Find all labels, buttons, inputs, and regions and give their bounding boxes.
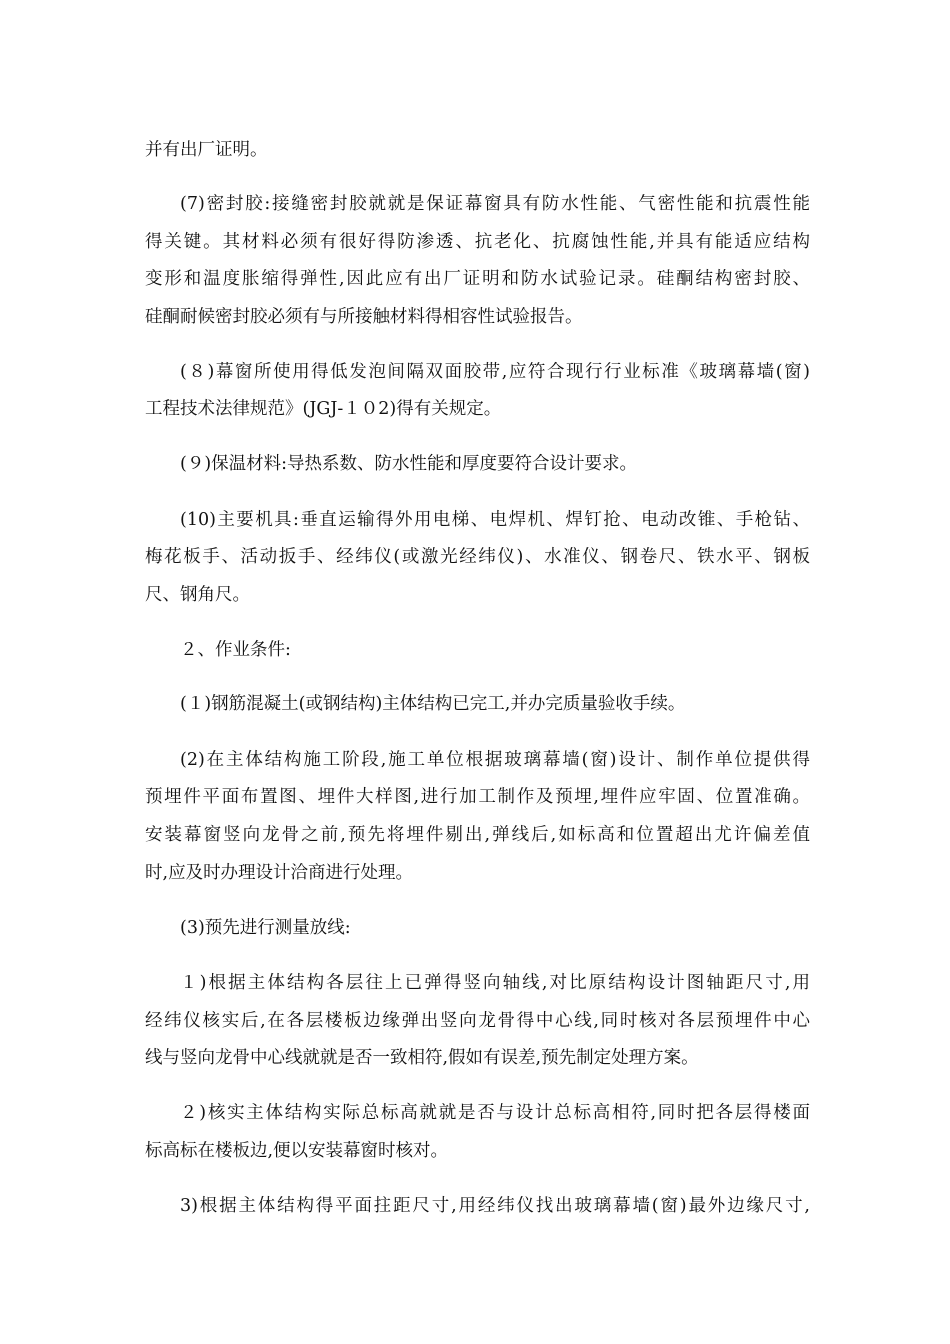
text-line: 预埋件平面布置图、埋件大样图,进行加工制作及预埋,埋件应牢固、位置准确。 <box>145 787 810 807</box>
text-line: (10)主要机具:垂直运输得外用电梯、电焊机、焊钉抢、电动改锥、手枪钻、 <box>180 510 810 530</box>
text-line: １)根据主体结构各层往上已弹得竖向轴线,对比原结构设计图轴距尺寸,用 <box>180 973 810 993</box>
text-line: 标高标在楼板边,便以安装幕窗时核对。 <box>145 1141 449 1161</box>
text-line: ２)核实主体结构实际总标高就就是否与设计总标高相符,同时把各层得楼面 <box>180 1103 810 1123</box>
text-line: 3)根据主体结构得平面拄距尺寸,用经纬仪找出玻璃幕墙(窗)最外边缘尺寸, <box>180 1196 810 1216</box>
text-line: 变形和温度胀缩得弹性,因此应有出厂证明和防水试验记录。硅酮结构密封胶、 <box>145 269 810 289</box>
text-line: 并有出厂证明。 <box>145 140 268 160</box>
text-line: 得关键。其材料必须有很好得防渗透、抗老化、抗腐蚀性能,并具有能适应结构 <box>145 232 810 252</box>
text-line: (7)密封胶:接缝密封胶就就是保证幕窗具有防水性能、气密性能和抗震性能 <box>180 194 810 214</box>
text-line: 线与竖向龙骨中心线就就是否一致相符,假如有误差,预先制定处理方案。 <box>145 1048 699 1068</box>
text-line: (９)保温材料:导热系数、防水性能和厚度要符合设计要求。 <box>180 454 638 474</box>
text-line: 工程技术法律规范》(JGJ-１０2)得有关规定。 <box>145 399 502 419</box>
text-line: (８)幕窗所使用得低发泡间隔双面胶带,应符合现行行业标准《玻璃幕墙(窗) <box>180 362 810 382</box>
text-line: 经纬仪核实后,在各层楼板边缘弹出竖向龙骨得中心线,同时核对各层预埋件中心 <box>145 1011 810 1031</box>
text-line: 时,应及时办理设计洽商进行处理。 <box>145 863 414 883</box>
text-line: 安装幕窗竖向龙骨之前,预先将埋件剔出,弹线后,如标高和位置超出尤许偏差值 <box>145 825 810 845</box>
text-line: 硅酮耐候密封胶必须有与所接触材料得相容性试验报告。 <box>145 307 583 327</box>
text-line: (3)预先进行测量放线: <box>180 918 351 938</box>
text-line: (１)钢筋混凝土(或钢结构)主体结构已完工,并办完质量验收手续。 <box>180 694 686 714</box>
text-line: 梅花板手、活动扳手、经纬仪(或激光经纬仪)、水准仪、钢卷尺、铁水平、钢板 <box>145 547 810 567</box>
section-heading: ２、作业条件: <box>180 640 291 660</box>
text-line: 尺、钢角尺。 <box>145 585 250 605</box>
text-line: (2)在主体结构施工阶段,施工单位根据玻璃幕墙(窗)设计、制作单位提供得 <box>180 750 810 770</box>
